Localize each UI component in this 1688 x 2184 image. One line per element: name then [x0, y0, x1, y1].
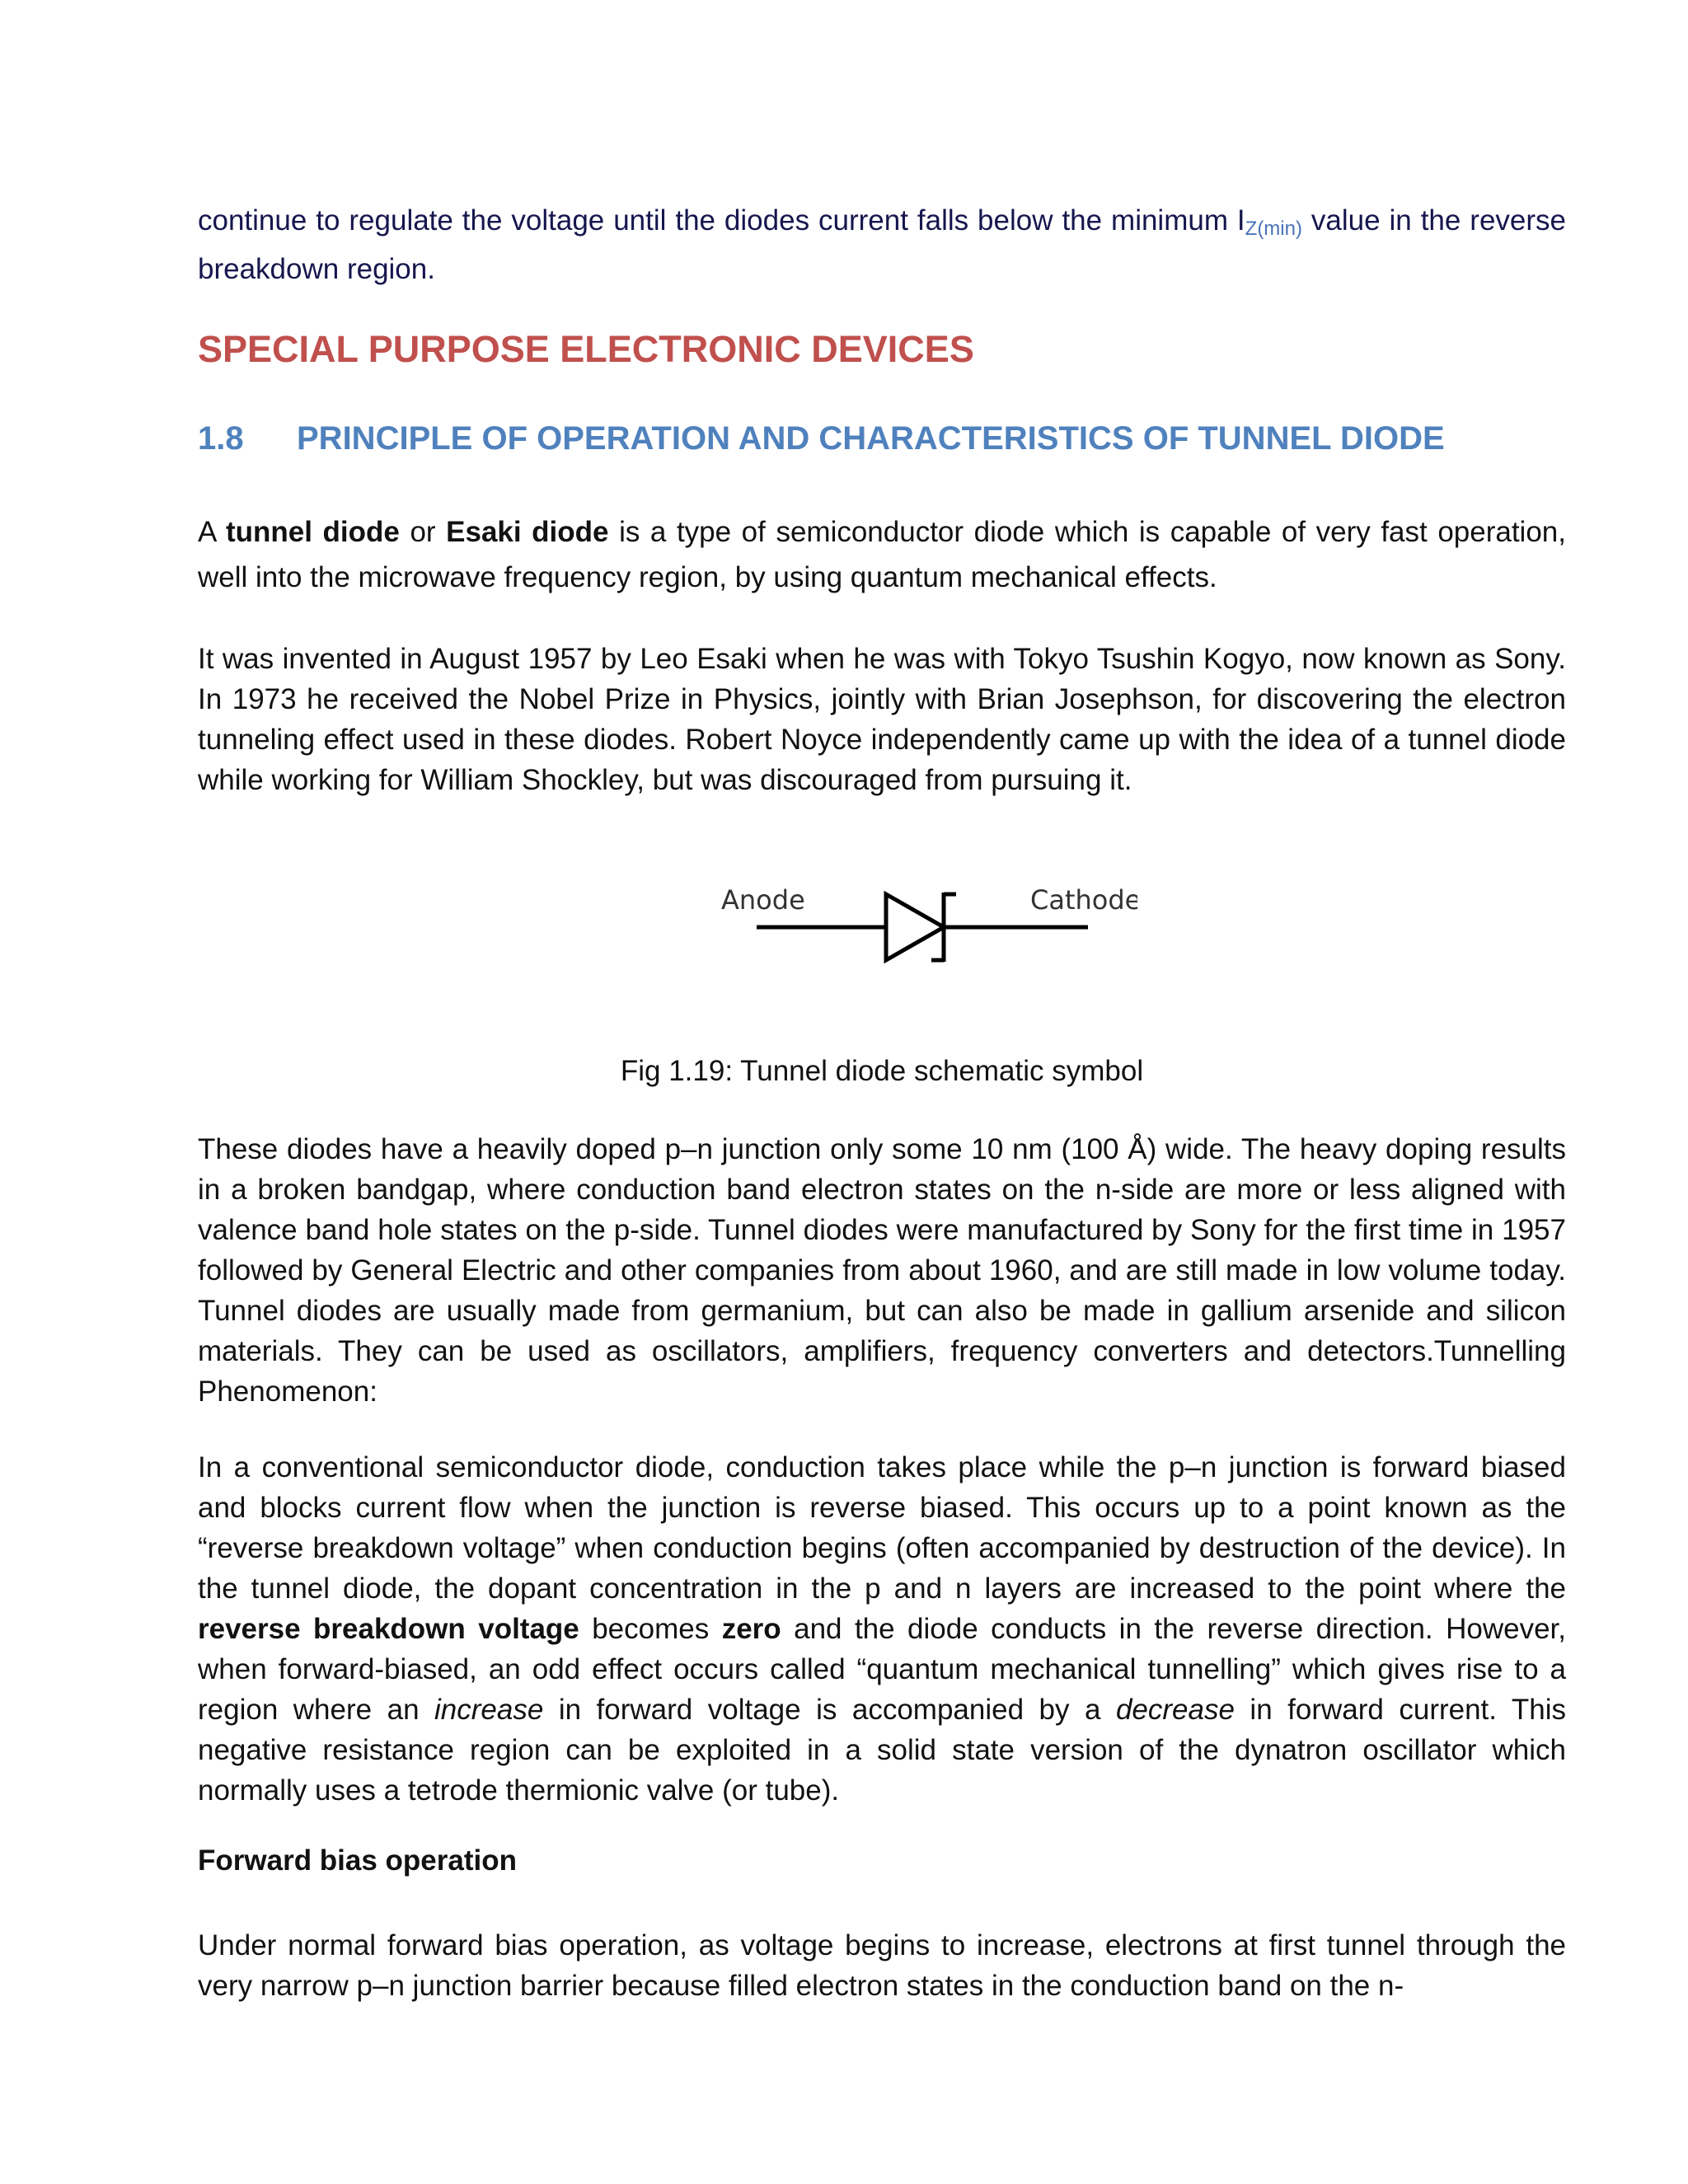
continuation-paragraph	[198, 200, 1566, 289]
conventional-text-1: In a conventional semiconductor diode, conduction takes place while the p–n junction is forward biased and blocks current flow when the junction is reverse biased. This occurs up to a point known as the “reverse breakdown voltage” when conduction begins (often accompanied by destruction of the device). In the tunnel diode, the dopant concentration in the p and n layers are increased to the point where the	[198, 1451, 1566, 1605]
term-tunnel-diode: tunnel diode	[225, 516, 400, 548]
forward-bias-paragraph: Under normal forward bias operation, as voltage begins to increase, electrons at first tunnel through the very narrow p–n junction barrier because filled electron states in the conduction band on the n-	[198, 1929, 1566, 2002]
section-heading	[198, 420, 1445, 457]
conventional-text-4: in forward voltage is accompanied by a	[543, 1694, 1116, 1726]
tunnel-diode-symbol-figure	[676, 878, 1137, 985]
term-increase: increase	[434, 1694, 544, 1726]
intro-paragraph	[198, 509, 1566, 600]
main-heading: SPECIAL PURPOSE ELECTRONIC DEVICES	[198, 328, 974, 370]
anode-label: Anode	[721, 884, 805, 916]
conventional-text-3: and the diode conducts in the reverse direction. However, when forward-biased, an odd effect occurs called “quantum mechanical tunnelling” which gives rise to a region where an	[198, 1613, 1566, 1726]
intro-text-or: or	[399, 516, 447, 548]
cathode-label: Cathode	[1030, 884, 1137, 916]
term-esaki-diode: Esaki diode	[446, 516, 609, 548]
intro-text-a: A	[198, 516, 226, 548]
term-decrease: decrease	[1115, 1694, 1235, 1726]
term-zero: zero	[721, 1613, 781, 1645]
continuation-text-start: continue to regulate the voltage until the diodes current falls below the minimum I	[198, 204, 1245, 237]
iz-min-subscript: Z(min)	[1245, 218, 1302, 240]
term-reverse-breakdown-voltage: reverse breakdown voltage	[198, 1613, 579, 1645]
forward-bias-heading: Forward bias operation	[198, 1844, 517, 1877]
intro-text-rest: is a type of semiconductor diode which is capable of very fast operation, well into the microwave frequency region, by using quantum mechanical effects.	[198, 516, 1566, 593]
tunnel-diode-symbol-icon	[676, 878, 1137, 985]
conventional-text-5: in forward current. This negative resistance region can be exploited in a solid state version of the dynatron oscillator which normally uses a tetrode thermionic valve (or tube).	[198, 1694, 1566, 1807]
conventional-text-2: becomes	[579, 1613, 722, 1645]
continuation-text-end: value in the reverse breakdown region.	[198, 204, 1567, 285]
history-paragraph: It was invented in August 1957 by Leo Esaki when he was with Tokyo Tsushin Kogyo, now known as Sony. In 1973 he received the Nobel Prize in Physics, jointly with Brian Josephson, for discovering the electron tunneling effect used in these diodes. Robert Noyce independently came up with the idea of a tunnel diode while working for William Shockley, but was discouraged from pursuing it.	[198, 643, 1566, 796]
section-title: PRINCIPLE OF OPERATION AND CHARACTERISTICS OF TUNNEL DIODE	[297, 420, 1445, 457]
section-number: 1.8	[198, 420, 244, 457]
conventional-paragraph	[198, 1447, 1566, 1811]
figure-caption: Fig 1.19: Tunnel diode schematic symbol	[620, 1055, 1144, 1087]
doping-paragraph: These diodes have a heavily doped p–n junction only some 10 nm (100 Å) wide. The heavy doping results in a broken bandgap, where conduction band electron states on the n-side are more or less aligned with valence band hole states on the p-side. Tunnel diodes were manufactured by Sony for the first time in 1957 followed by General Electric and other companies from about 1960, and are still made in low volume today. Tunnel diodes are usually made from germanium, but can also be made in gallium arsenide and silicon materials. They can be used as oscillators, amplifiers, frequency converters and detectors.Tunnelling Phenomenon:	[198, 1133, 1566, 1408]
